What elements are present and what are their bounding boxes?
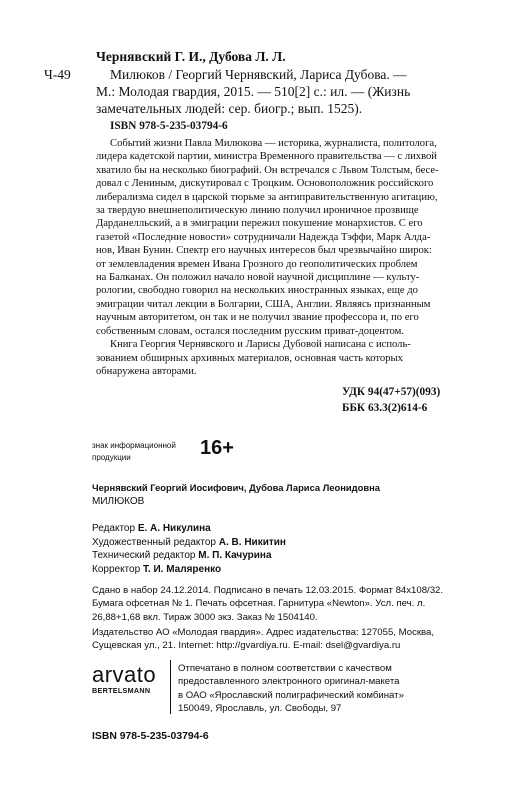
publisher-details: Издательство АО «Молодая гвардия». Адрес издательства: 127055, Москва, Сущевская ул., 21. Internet: http://gvardiya.ru. E-mail: dsel@gvardiya.ru (92, 627, 435, 652)
imprint-authors: Чернявский Георгий Иосифович, Дубова Лариса Леонидовна (92, 482, 380, 493)
udk-code: УДК 94(47+57)(093) (342, 386, 441, 398)
print-details: Сдано в набор 24.12.2014. Подписано в печать 12.03.2015. Формат 84x108/32. Бумага офсетная № 1. Печать офсетная. Гарнитура «Newton». Усл. печ. л. 26,88+1,68 вкл. Тираж 3000 экз. Заказ № 1504140. (92, 585, 444, 623)
staff-art-editor: Художественный редактор А. В. Никитин (92, 536, 286, 548)
bbk-code: ББК 63.3(2)614-6 (342, 402, 428, 414)
catalog-authors-heading: Чернявский Г. И., Дубова Л. Л. (96, 49, 286, 64)
staff-tech-editor: Технический редактор М. П. Качурина (92, 550, 272, 561)
printer-details: Отпечатано в полном соответствии с качеством предоставленного электронного оригинал-макета в ОАО «Ярославский полиграфический комбинат» 150049, Ярославль, ул. Свободы, 97 (178, 663, 404, 715)
age-rating-badge: 16+ (200, 437, 234, 459)
bottom-isbn: ISBN 978-5-235-03794-6 (92, 731, 209, 742)
call-number: Ч-49 (44, 67, 71, 82)
annotation (96, 137, 458, 378)
catalog-description-line-3: замечательных людей: сер. биогр.; вып. 1525). (96, 101, 363, 116)
staff-editor: Редактор Е. А. Никулина (92, 523, 211, 534)
arvato-logo: arvato BERTELSMANN (92, 662, 157, 695)
age-mark-label: знак информационной продукции (92, 441, 176, 462)
printer-divider (170, 660, 171, 714)
imprint-staff (92, 522, 286, 576)
imprint-title: МИЛЮКОВ (92, 496, 145, 507)
staff-proofreader: Корректор Т. И. Маляренко (92, 563, 222, 575)
annotation-paragraph-1: Событий жизни Павла Милюкова — историка, журналиста, политолога, лидера кадетской партии, министра Временного правительства — с лихвой хватило бы на несколько биографий. Он встречался с Львом Толстым, бесе- довал с Лениным, дискутировал с Троцким. Основоположник российского либерализма сидел в царской тюрьме за антиправительственную агитацию, за твердую внешнеполитическую линию получил ироничное прозвище Дарданелльский, а в эмиграции пережил покушение монархистов. С его газетой «Последние новости» сотрудничали Надежда Тэффи, Марк Алда- нов, Иван Бунин. Спектр его научных интересов был чрезвычайно широк: от землевладения времен Ивана Грозного до геополитических проблем на Балканах. Он положил начало новой научной дисциплине — культу- рологии, свободно говорил на нескольких иностранных языках, еще до эмиграции читал лекции в Болгарии, США, Англии. Являясь признанным научным авторитетом, он так и не получил звание профессора и, по его собственным словам, остался последним русским приват-доцентом. (96, 138, 439, 337)
catalog-description-line-1: Милюков / Георгий Чернявский, Лариса Дубова. — (110, 67, 407, 82)
catalog-description-line-2: М.: Молодая гвардия, 2015. — 510[2] с.: ил. — (Жизнь (96, 84, 411, 99)
annotation-paragraph-2: Книга Георгия Чернявского и Ларисы Дубовой написана с исполь- зованием обширных архивных материалов, основная часть которых обнаружена авторами. (96, 339, 411, 377)
catalog-isbn: ISBN 978-5-235-03794-6 (110, 120, 228, 132)
